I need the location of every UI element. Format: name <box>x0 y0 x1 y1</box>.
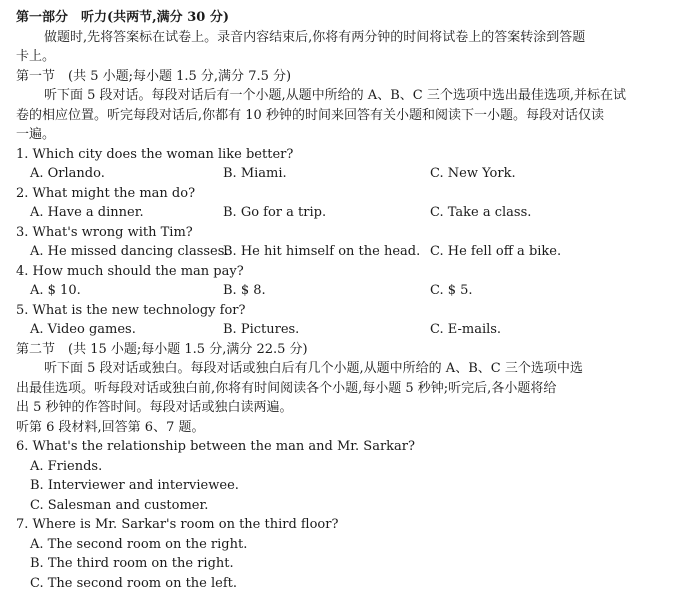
question-6-option-c: C. Salesman and customer. <box>30 497 209 513</box>
option-b: B. He hit himself on the head. <box>223 244 421 259</box>
part1-title: 第一部分 听力(共两节,满分 30 分) <box>16 10 229 25</box>
section1-intro-line-3: 一遍。 <box>16 127 56 142</box>
option-a: A. Video games. <box>30 322 136 337</box>
question-1-options <box>16 164 662 184</box>
question-7-option-a: A. The second room on the right. <box>30 536 248 552</box>
option-a: A. Have a dinner. <box>30 205 144 220</box>
question-2: 2. What might the man do? <box>16 185 196 201</box>
question-5: 5. What is the new technology for? <box>16 302 246 318</box>
material-6-instruction: 听第 6 段材料,回答第 6、7 题。 <box>16 419 205 435</box>
question-6-option-a: A. Friends. <box>30 458 103 474</box>
option-c: C. He fell off a bike. <box>430 244 562 259</box>
question-4-options <box>16 281 662 301</box>
section1-intro-line-2: 卷的相应位置。听完每段对话后,你都有 10 秒钟的时间来回答有关小题和阅读下一小题。每段对话仅读 <box>16 107 604 123</box>
question-6: 6. What's the relationship between the man and Mr. Sarkar? <box>16 439 415 454</box>
question-3: 3. What's wrong with Tim? <box>16 224 193 240</box>
option-a: A. He missed dancing classes. <box>30 244 229 259</box>
question-2-options <box>16 203 662 223</box>
option-b: B. Go for a trip. <box>223 205 327 220</box>
question-7-option-b: B. The third room on the right. <box>30 556 234 571</box>
question-1: 1. Which city does the woman like better? <box>16 146 294 162</box>
question-3-options <box>16 242 662 262</box>
question-7: 7. Where is Mr. Sarkar's room on the third floor? <box>16 517 339 532</box>
question-5-options <box>16 320 662 340</box>
section1-intro-line-1: 听下面 5 段对话。每段对话后有一个小题,从题中所给的 A、B、C 三个选项中选出最佳选项,并标在试 <box>44 88 626 103</box>
option-a: A. $ 10. <box>30 283 81 298</box>
question-4: 4. How much should the man pay? <box>16 263 244 279</box>
question-7-option-c: C. The second room on the left. <box>30 575 238 591</box>
option-b: B. Miami. <box>223 166 287 181</box>
option-c: C. $ 5. <box>430 283 473 298</box>
option-c: C. New York. <box>430 166 516 181</box>
exam-page <box>16 8 662 593</box>
option-b: B. Pictures. <box>223 322 300 337</box>
part1-intro-line-2: 卡上。 <box>16 49 56 64</box>
section2-intro-line-2: 出最佳选项。听每段对话或独白前,你将有时间阅读各个小题,每小题 5 秒钟;听完后,各小题将给 <box>16 380 557 396</box>
option-c: C. E-mails. <box>430 322 502 337</box>
question-6-option-b: B. Interviewer and interviewee. <box>30 478 239 493</box>
part1-intro-line-1: 做题时,先将答案标在试卷上。录音内容结束后,你将有两分钟的时间将试卷上的答案转涂到答题 <box>44 29 586 45</box>
option-a: A. Orlando. <box>30 166 105 181</box>
section2-title: 第二节 (共 15 小题;每小题 1.5 分,满分 22.5 分) <box>16 341 308 357</box>
section2-intro-line-1: 听下面 5 段对话或独白。每段对话或独白后有几个小题,从题中所给的 A、B、C 三个选项中选 <box>44 361 583 376</box>
option-c: C. Take a class. <box>430 205 532 220</box>
section2-intro-line-3: 出 5 秒钟的作答时间。每段对话或独白读两遍。 <box>16 400 293 415</box>
option-b: B. $ 8. <box>223 283 266 298</box>
section1-title: 第一节 (共 5 小题;每小题 1.5 分,满分 7.5 分) <box>16 68 292 84</box>
